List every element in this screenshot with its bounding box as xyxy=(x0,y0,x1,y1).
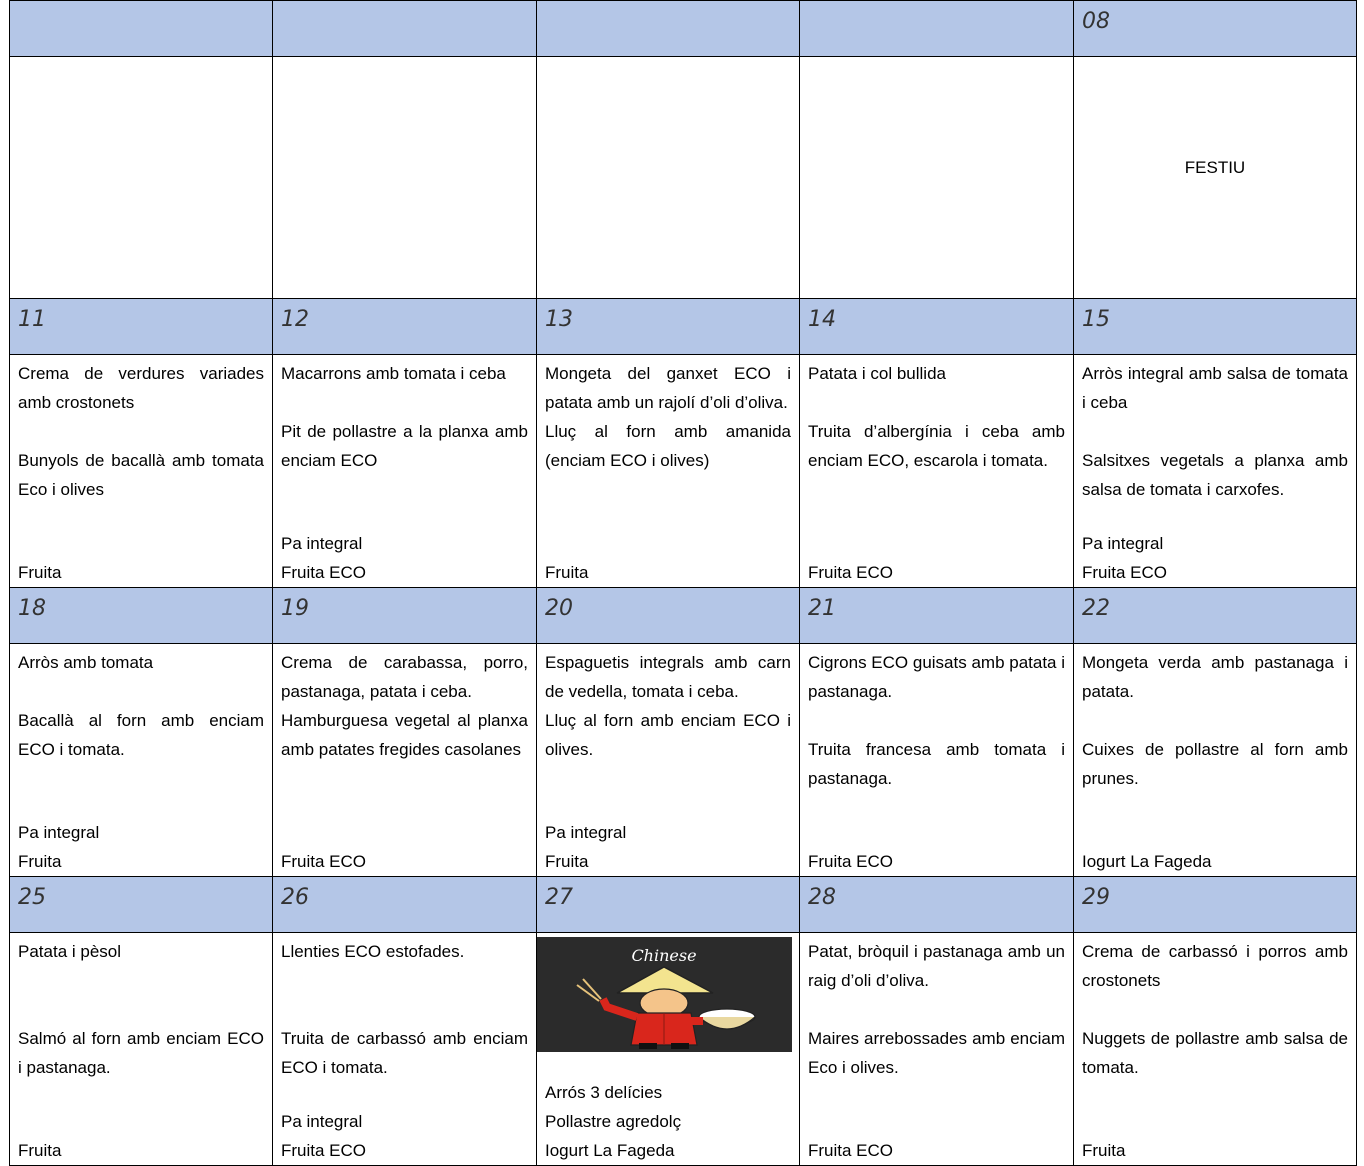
bread: Pa integral xyxy=(281,534,363,553)
week-menu-row xyxy=(10,57,1357,299)
dessert: Fruita xyxy=(18,852,62,871)
dessert: Fruita ECO xyxy=(1082,563,1168,582)
day-cell xyxy=(1074,933,1357,1166)
week-header-row xyxy=(10,299,1357,355)
day-number xyxy=(10,1,273,57)
dessert: Iogurt La Fageda xyxy=(1082,852,1212,871)
day-cell xyxy=(800,355,1074,588)
dessert: Fruita xyxy=(545,852,589,871)
first-course: Arròs amb tomata xyxy=(18,653,154,672)
day-cell xyxy=(1074,644,1357,877)
first-course: Arròs integral amb salsa de tomata i ceba xyxy=(1082,364,1348,412)
dessert: Fruita ECO xyxy=(808,1141,894,1160)
second-course: Truita d’albergínia i ceba amb enciam ECO, escarola i tomata. xyxy=(808,422,1065,470)
day-number: 19 xyxy=(273,588,537,644)
first-course: Crema de carbassó i porros amb crostonets xyxy=(1082,942,1348,990)
day-cell xyxy=(273,355,537,588)
day-number: 08 xyxy=(1074,1,1357,57)
day-number xyxy=(273,1,537,57)
first-course: Patata i pèsol xyxy=(18,942,122,961)
day-number: 25 xyxy=(10,877,273,933)
image-caption: Chinese xyxy=(631,946,697,965)
dessert: Fruita ECO xyxy=(281,563,367,582)
day-cell xyxy=(537,355,800,588)
day-cell xyxy=(537,933,800,1166)
dessert: Fruita xyxy=(18,1141,62,1160)
dish-line: Pollastre agredolç xyxy=(545,1112,682,1131)
first-course: Crema de carabassa, porro, pastanaga, patata i ceba. xyxy=(281,653,528,701)
first-course: Llenties ECO estofades. xyxy=(281,942,465,961)
dessert: Fruita xyxy=(1082,1141,1126,1160)
day-number xyxy=(537,1,800,57)
first-course: Mongeta verda amb pastanaga i patata. xyxy=(1082,653,1348,701)
day-number: 21 xyxy=(800,588,1074,644)
day-cell xyxy=(10,57,273,299)
first-course: Crema de verdures variades amb crostonets xyxy=(18,364,264,412)
week-menu-row xyxy=(10,644,1357,877)
second-course: Bacallà al forn amb enciam ECO i tomata. xyxy=(18,711,264,759)
dessert: Iogurt La Fageda xyxy=(545,1141,675,1160)
second-course: Lluç al forn amb enciam ECO i olives. xyxy=(545,711,791,759)
day-number: 29 xyxy=(1074,877,1357,933)
day-cell xyxy=(800,57,1074,299)
day-number: 22 xyxy=(1074,588,1357,644)
second-course: Truita francesa amb tomata i pastanaga. xyxy=(808,740,1065,788)
day-cell xyxy=(537,644,800,877)
day-number: 12 xyxy=(273,299,537,355)
day-number: 26 xyxy=(273,877,537,933)
day-cell xyxy=(800,644,1074,877)
first-course: Patat, bròquil i pastanaga amb un raig d’oli d’oliva. xyxy=(808,942,1065,990)
first-course: Patata i col bullida xyxy=(808,364,946,383)
dish-line: Arrós 3 delícies xyxy=(545,1083,663,1102)
day-cell xyxy=(273,57,537,299)
day-cell xyxy=(1074,355,1357,588)
day-number: 27 xyxy=(537,877,800,933)
dessert: Fruita ECO xyxy=(808,563,894,582)
bread: Pa integral xyxy=(18,823,100,842)
dessert: Fruita ECO xyxy=(281,852,367,871)
day-cell xyxy=(273,644,537,877)
day-cell xyxy=(10,355,273,588)
second-course: Nuggets de pollastre amb salsa de tomata. xyxy=(1082,1029,1348,1077)
day-cell xyxy=(800,933,1074,1166)
day-number: 13 xyxy=(537,299,800,355)
day-number: 11 xyxy=(10,299,273,355)
week-header-row xyxy=(10,1,1357,57)
second-course: Bunyols de bacallà amb tomata Eco i olives xyxy=(18,451,264,499)
week-header-row xyxy=(10,588,1357,644)
day-cell xyxy=(10,644,273,877)
dessert: Fruita ECO xyxy=(281,1141,367,1160)
second-course: Maires arrebossades amb enciam Eco i olives. xyxy=(808,1029,1065,1077)
second-course: Lluç al forn amb amanida (enciam ECO i olives) xyxy=(545,422,791,470)
day-number xyxy=(800,1,1074,57)
week-header-row xyxy=(10,877,1357,933)
day-cell xyxy=(1074,57,1357,299)
bread: Pa integral xyxy=(1082,534,1164,553)
day-number: 18 xyxy=(10,588,273,644)
dessert: Fruita xyxy=(545,563,589,582)
day-cell xyxy=(537,57,800,299)
second-course: Salmó al forn amb enciam ECO i pastanaga. xyxy=(18,1029,264,1077)
second-course: Salsitxes vegetals a planxa amb salsa de tomata i carxofes. xyxy=(1082,451,1348,499)
school-menu-calendar xyxy=(9,0,1357,1166)
dessert: Fruita xyxy=(18,563,62,582)
day-number: 20 xyxy=(537,588,800,644)
bread: Pa integral xyxy=(281,1112,363,1131)
day-number: 28 xyxy=(800,877,1074,933)
day-cell xyxy=(10,933,273,1166)
first-course: Mongeta del ganxet ECO i patata amb un rajolí d’oli d’oliva. xyxy=(545,364,791,412)
chinese-cook-icon xyxy=(537,937,792,1052)
day-cell xyxy=(273,933,537,1166)
second-course: Pit de pollastre a la planxa amb enciam ECO xyxy=(281,422,528,470)
second-course: Truita de carbassó amb enciam ECO i tomata. xyxy=(281,1029,528,1077)
chinese-food-illustration xyxy=(537,937,792,1052)
day-number: 14 xyxy=(800,299,1074,355)
day-number: 15 xyxy=(1074,299,1357,355)
first-course: Espaguetis integrals amb carn de vedella, tomata i ceba. xyxy=(545,653,791,701)
first-course: Cigrons ECO guisats amb patata i pastanaga. xyxy=(808,653,1066,701)
holiday-label: FESTIU xyxy=(1184,158,1246,177)
dessert: Fruita ECO xyxy=(808,852,894,871)
second-course: Hamburguesa vegetal al planxa amb patates fregides casolanes xyxy=(281,711,528,759)
second-course: Cuixes de pollastre al forn amb prunes. xyxy=(1082,740,1348,788)
bread: Pa integral xyxy=(545,823,627,842)
week-menu-row xyxy=(10,933,1357,1166)
first-course: Macarrons amb tomata i ceba xyxy=(281,364,506,383)
week-menu-row xyxy=(10,355,1357,588)
